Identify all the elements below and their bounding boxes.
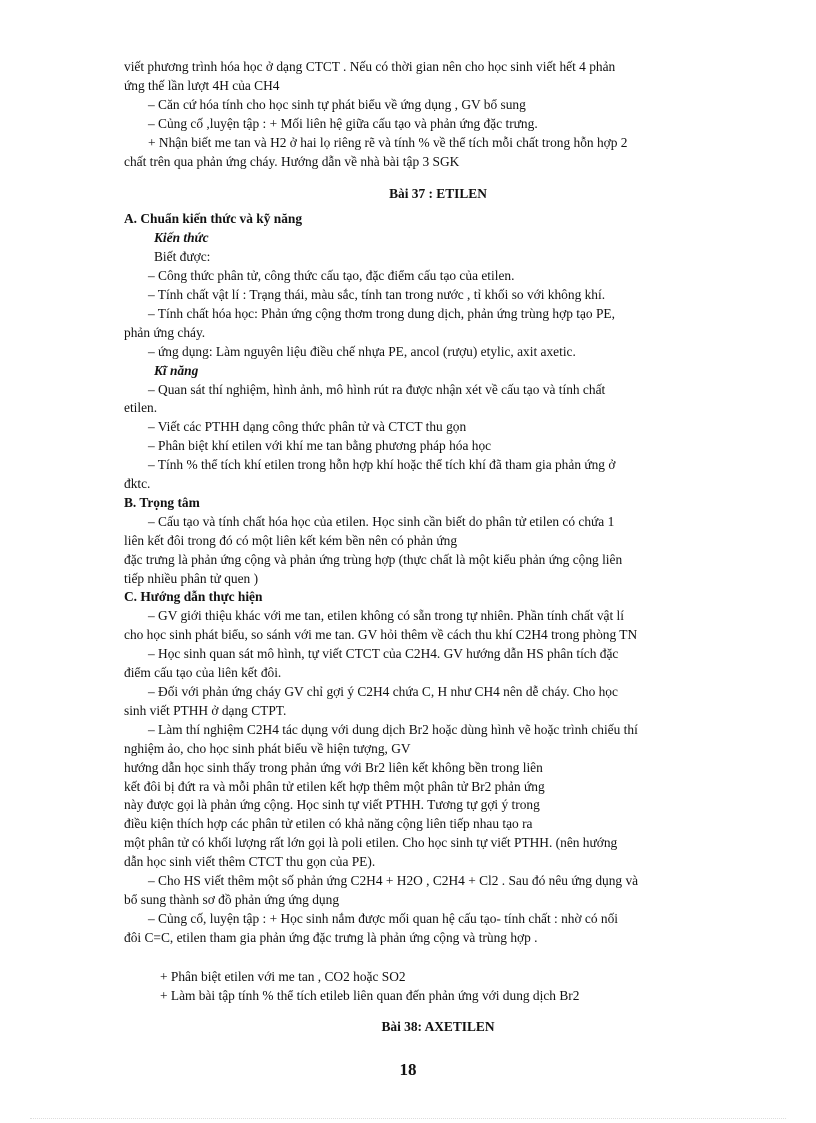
text-line: – Công thức phân tử, công thức cấu tạo, đặc điểm cấu tạo của etilen. <box>148 268 515 284</box>
text-line: hướng dẫn học sinh thấy trong phản ứng với Br2 liên kết không bền trong liên <box>124 759 543 775</box>
text-line: đặc trưng là phản ứng cộng và phản ứng trùng hợp (thực chất là một kiểu phản ứng cộng liên <box>124 551 623 567</box>
text-line: + Nhận biết me tan và H2 ở hai lọ riêng rẽ và tính % về thể tích mỗi chất trong hỗn hợp 2 <box>148 134 628 150</box>
text-line: nghiệm ảo, cho học sinh phát biểu về hiện tượng, GV <box>124 740 411 756</box>
section-b-heading: B. Trọng tâm <box>124 494 200 510</box>
text-line: – Tính % thể tích khí etilen trong hỗn hợp khí hoặc thể tích khí đã tham gia phản ứng ở <box>148 457 616 473</box>
text-line: – GV giới thiệu khác với me tan, etilen không có sẵn trong tự nhiên. Phần tính chất vật lí <box>148 608 624 624</box>
text-line: cho học sinh phát biểu, so sánh với me tan. GV hỏi thêm về cách thu khí C2H4 trong phòng TN <box>124 627 638 643</box>
spacer <box>124 948 752 968</box>
footer-divider <box>30 1118 786 1119</box>
text-line: – Viết các PTHH dạng công thức phân tử và CTCT thu gọn <box>148 419 467 435</box>
text-line: kết đôi bị đứt ra và mỗi phân tử etilen kết hợp thêm một phân tử Br2 phản ứng <box>124 778 545 794</box>
text-line: + Phân biệt etilen với me tan , CO2 hoặc SO2 <box>160 968 406 984</box>
text-line: phản ứng cháy. <box>124 324 206 340</box>
text-line: tiếp nhiều phân tử quen ) <box>124 570 259 586</box>
text-line: – ứng dụng: Làm nguyên liệu điều chế nhựa PE, ancol (rượu) etylic, axit axetic. <box>148 343 576 359</box>
text-line: đktc. <box>124 476 151 492</box>
text-line: đôi C=C, etilen tham gia phản ứng đặc trưng là phản ứng cộng và trùng hợp . <box>124 929 538 945</box>
knowledge-heading: Kiến thức <box>154 230 209 246</box>
text-line: – Củng cố ,luyện tập : + Mối liên hệ giữa cấu tạo và phản ứng đặc trưng. <box>148 115 538 131</box>
text-line: một phân tử có khối lượng rất lớn gọi là poli etilen. Cho học sinh tự viết PTHH. (nên hướng <box>124 835 618 851</box>
lesson-38-title: Bài 38: AXETILEN <box>381 1018 495 1034</box>
skills-heading: Kĩ năng <box>154 362 199 378</box>
text-line: Biết được: <box>154 249 211 265</box>
lesson-37-title: Bài 37 : ETILEN <box>389 186 487 202</box>
text-line: – Tính chất hóa học: Phản ứng cộng thơm trong dung dịch, phản ứng trùng hợp tạo PE, <box>148 305 615 321</box>
text-line: này được gọi là phản ứng cộng. Học sinh tự viết PTHH. Tương tự gợi ý trong <box>124 797 540 813</box>
text-line: chất trên qua phản ứng cháy. Hướng dẫn về nhà bài tập 3 SGK <box>124 153 460 169</box>
text-line: etilen. <box>124 400 158 416</box>
text-line: – Cho HS viết thêm một số phản ứng C2H4 + H2O , C2H4 + Cl2 . Sau đó nêu ứng dụng và <box>148 873 639 889</box>
text-line: – Đối với phản ứng cháy GV chỉ gợi ý C2H4 chứa C, H như CH4 nên dễ cháy. Cho học <box>148 684 618 699</box>
text-line: điều kiện thích hợp các phân tử etilen có khả năng cộng liên tiếp nhau tạo ra <box>124 816 533 832</box>
page-number: 18 <box>399 1060 417 1079</box>
text-line: ứng thế lần lượt 4H của CH4 <box>124 77 280 93</box>
text-line: – Củng cố, luyện tập : + Học sinh nắm được mối quan hệ cấu tạo- tính chất : nhờ có nối <box>148 910 619 926</box>
section-c-heading: C. Hướng dẫn thực hiện <box>124 589 263 605</box>
text-line: bổ sung thành sơ đồ phản ứng ứng dụng <box>124 891 340 907</box>
text-line: – Phân biệt khí etilen với khí me tan bằng phương pháp hóa học <box>148 438 492 454</box>
text-line: điểm cấu tạo của liên kết đôi. <box>124 665 282 681</box>
text-line: – Cấu tạo và tính chất hóa học của etilen. Học sinh cần biết do phân tử etilen có chứa 1 <box>148 513 615 529</box>
text-line: dẫn học sinh viết thêm CTCT thu gọn của PE). <box>124 854 376 870</box>
text-line: liên kết đôi trong đó có một liên kết kém bền nên có phản ứng <box>124 532 458 548</box>
text-line: – Quan sát thí nghiệm, hình ảnh, mô hình rút ra được nhận xét về cấu tạo và tính chất <box>148 381 606 397</box>
text-line: + Làm bài tập tính % thể tích etileb liên quan đến phản ứng với dung dịch Br2 <box>160 987 580 1003</box>
text-line: – Căn cứ hóa tính cho học sinh tự phát biểu về ứng dụng , GV bổ sung <box>148 96 526 112</box>
document-body <box>124 58 752 1042</box>
text-line: – Học sinh quan sát mô hình, tự viết CTCT của C2H4. GV hướng dẫn HS phân tích đặc <box>148 646 619 662</box>
text-line: viết phương trình hóa học ở dạng CTCT . Nếu có thời gian nên cho học sinh viết hết 4 phản <box>124 59 616 74</box>
text-line: – Tính chất vật lí : Trạng thái, màu sắc, tính tan trong nước , tỉ khối so với không khí. <box>148 286 606 302</box>
section-a-heading: A. Chuẩn kiến thức và kỹ năng <box>124 211 303 227</box>
text-line: – Làm thí nghiệm C2H4 tác dụng với dung dịch Br2 hoặc dùng hình vẽ hoặc trình chiếu thí <box>148 721 638 737</box>
text-line: sinh viết PTHH ở dạng CTPT. <box>124 702 287 718</box>
